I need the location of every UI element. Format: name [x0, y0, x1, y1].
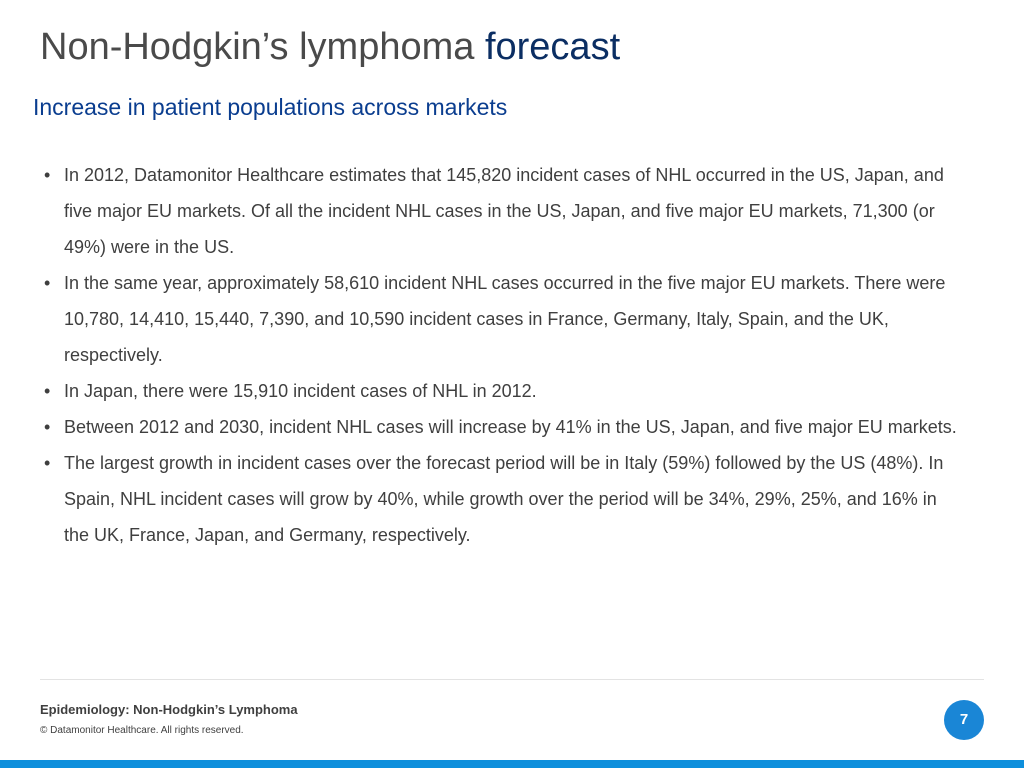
- slide-title: [40, 22, 620, 72]
- bullet-item: [44, 157, 964, 265]
- bullet-item: [44, 409, 964, 445]
- bullet-marker: •: [44, 381, 51, 401]
- bullet-marker: •: [44, 453, 51, 473]
- bullet-list: [44, 157, 964, 553]
- bullet-item: [44, 373, 964, 409]
- title-accent: forecast: [484, 26, 621, 68]
- bullet-item: [44, 445, 964, 553]
- footer-title: Epidemiology: Non-Hodgkin’s Lymphoma: [40, 702, 298, 717]
- bullet-text: The largest growth in incident cases over the forecast period will be in Italy (59%) followed by the US (48%). In Spain, NHL incident cases will grow by 40%, while growth over the period will be 34%, 29%, 25%, and 16% in the UK, France, Japan, and Germany, respectively.: [64, 453, 944, 545]
- bullet-text: In the same year, approximately 58,610 incident NHL cases occurred in the five major EU markets. There were 10,780, 14,410, 15,440, 7,390, and 10,590 incident cases in France, Germany, Italy, Spain, and the UK, respectively.: [64, 273, 946, 365]
- bottom-accent-bar: [0, 760, 1024, 768]
- bullet-text: In 2012, Datamonitor Healthcare estimates that 145,820 incident cases of NHL occurred in the US, Japan, and five major EU markets. Of all the incident NHL cases in the US, Japan, and five major EU markets, 71,300 (or 49%) were in the US.: [64, 165, 944, 257]
- bullet-item: [44, 265, 964, 373]
- bullet-marker: •: [44, 165, 51, 185]
- footer-copyright: © Datamonitor Healthcare. All rights reserved.: [40, 725, 244, 736]
- bullet-text: In Japan, there were 15,910 incident cases of NHL in 2012.: [64, 381, 537, 401]
- title-main: Non-Hodgkin’s lymphoma: [40, 26, 485, 68]
- bullet-marker: •: [44, 417, 51, 437]
- page-number-badge: 7: [944, 700, 984, 740]
- bullet-text: Between 2012 and 2030, incident NHL cases will increase by 41% in the US, Japan, and five major EU markets.: [64, 417, 957, 437]
- slide-subtitle: Increase in patient populations across markets: [33, 94, 508, 120]
- bullet-marker: •: [44, 273, 51, 293]
- footer-divider: [40, 679, 984, 680]
